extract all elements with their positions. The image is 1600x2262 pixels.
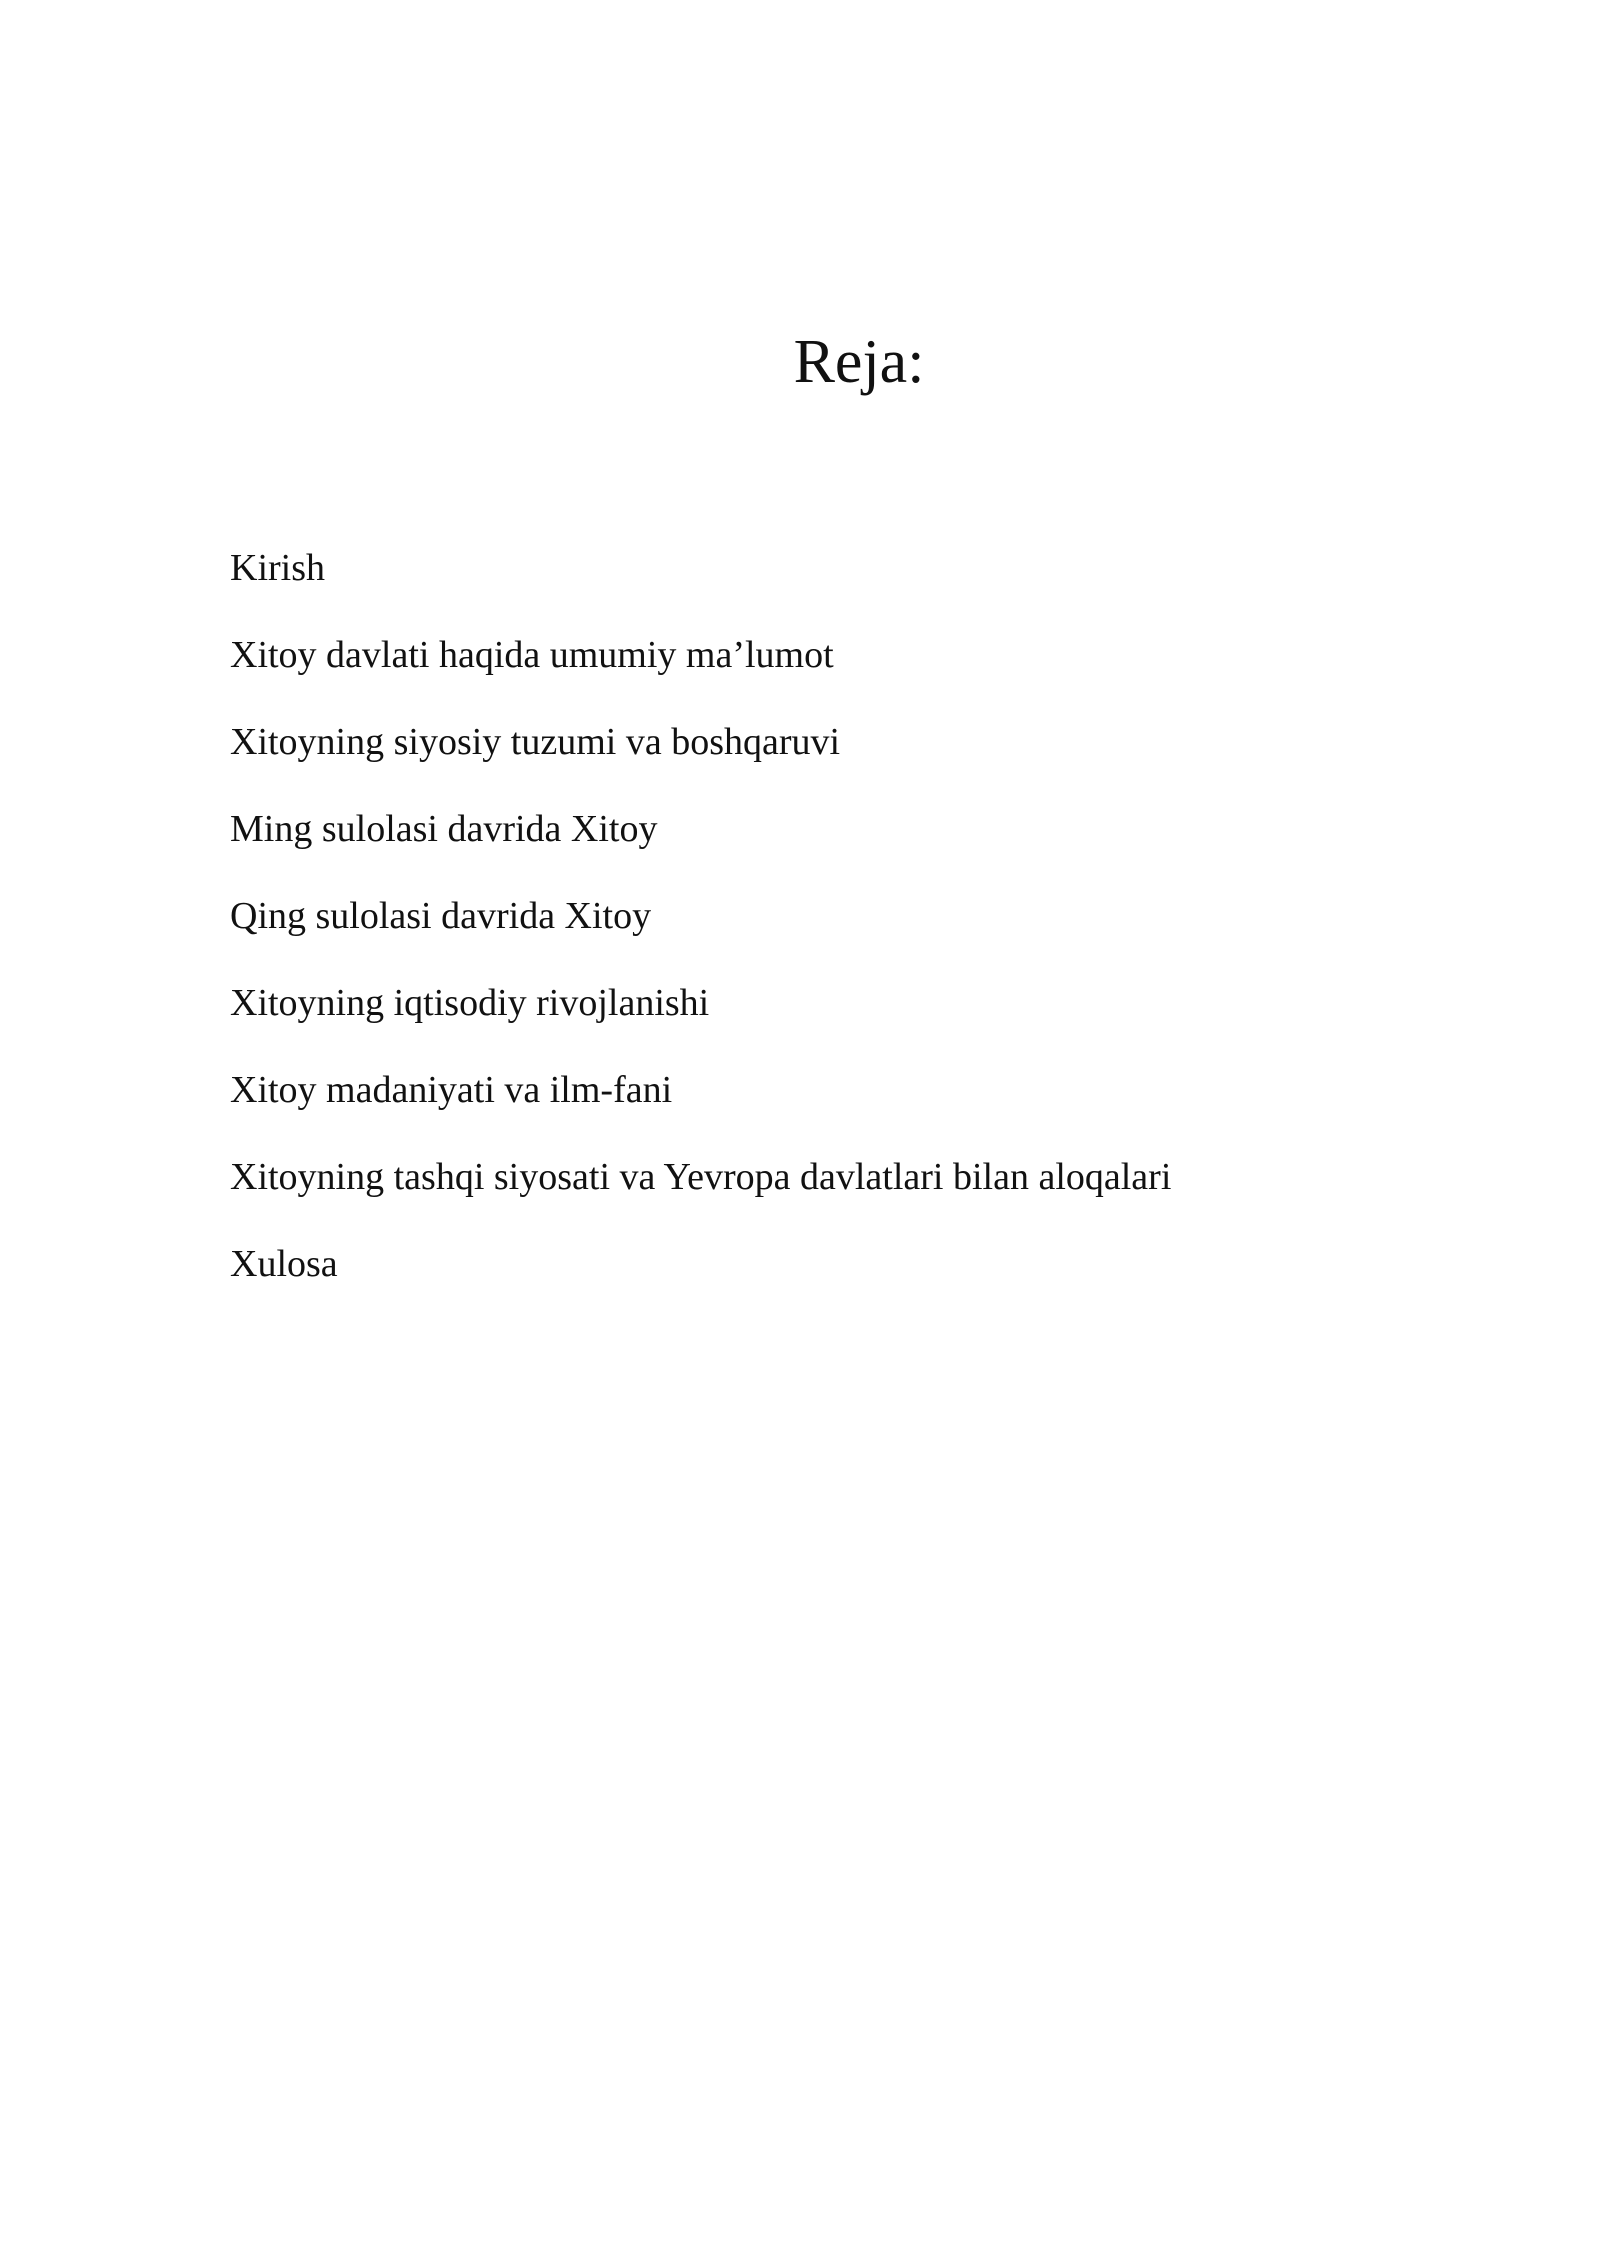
- plan-item-qing-dynasty: Qing sulolasi davrida Xitoy: [230, 895, 652, 937]
- plan-item-introduction: Kirish: [230, 547, 325, 589]
- plan-item-economic-development: Xitoyning iqtisodiy rivojlanishi: [230, 982, 710, 1024]
- plan-list: [230, 545, 1171, 1328]
- plan-item-ming-dynasty: Ming sulolasi davrida Xitoy: [230, 808, 658, 850]
- plan-item-conclusion: Xulosa: [230, 1243, 338, 1285]
- plan-item-culture-science: Xitoy madaniyati va ilm-fani: [230, 1069, 673, 1111]
- plan-item-general-info: Xitoy davlati haqida umumiy ma’lumot: [230, 634, 834, 676]
- plan-item-political-system: Xitoyning siyosiy tuzumi va boshqaruvi: [230, 721, 841, 763]
- page-title: Reja:: [793, 328, 925, 396]
- plan-item-foreign-policy: Xitoyning tashqi siyosati va Yevropa davlatlari bilan aloqalari: [230, 1156, 1172, 1198]
